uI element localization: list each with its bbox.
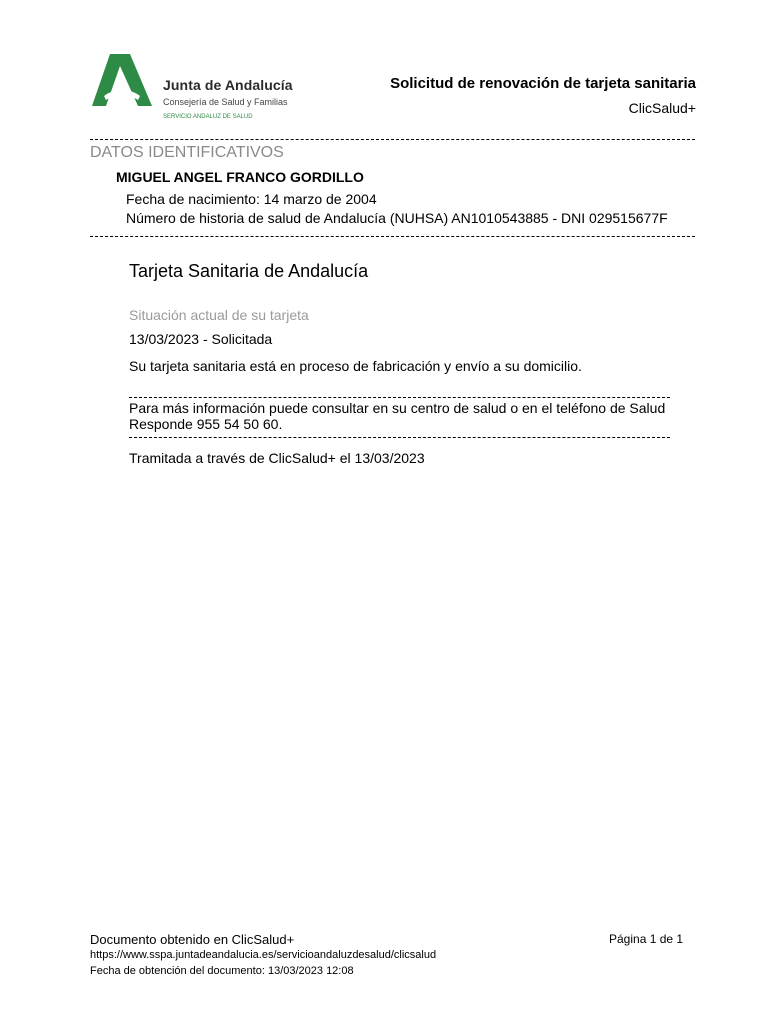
divider	[129, 437, 670, 438]
identification-heading: DATOS IDENTIFICATIVOS	[90, 144, 284, 161]
page-number: Página 1 de 1	[609, 932, 684, 946]
junta-andalucia-emblem-icon	[92, 52, 154, 108]
patient-name: MIGUEL ANGEL FRANCO GORDILLO	[116, 169, 364, 185]
status-label: Situación actual de su tarjeta	[129, 307, 309, 323]
divider	[90, 139, 695, 140]
logo-service: SERVICIO ANDALUZ DE SALUD	[163, 114, 253, 120]
status-description: Su tarjeta sanitaria está en proceso de fabricación y envío a su domicilio.	[129, 358, 582, 374]
status-value: 13/03/2023 - Solicitada	[129, 331, 273, 347]
junta-andalucia-logo	[92, 52, 302, 124]
info-text: Para más información puede consultar en su centro de salud o en el teléfono de Salud Responde 955 54 50 60.	[129, 400, 666, 432]
footer-url: https://www.sspa.juntadeandalucia.es/servicioandaluzdesalud/clicsalud	[90, 949, 437, 961]
card-title: Tarjeta Sanitaria de Andalucía	[129, 261, 369, 281]
document-title: Solicitud de renovación de tarjeta sanitaria	[390, 75, 696, 92]
document-subtitle: ClicSalud+	[628, 100, 696, 116]
logo-department: Consejería de Salud y Familias	[163, 97, 288, 107]
nuhsa-dni: Número de historia de salud de Andalucía (NUHSA) AN1010543885 - DNI 029515677F	[126, 210, 668, 226]
footer-obtained: Documento obtenido en ClicSalud+	[90, 932, 295, 947]
divider	[90, 236, 695, 237]
logo-name: Junta de Andalucía	[163, 77, 293, 93]
processed-date: Tramitada a través de ClicSalud+ el 13/03/2023	[129, 450, 425, 466]
footer-obtained-date: Fecha de obtención del documento: 13/03/2023 12:08	[90, 965, 354, 977]
birth-date: Fecha de nacimiento: 14 marzo de 2004	[126, 191, 377, 207]
divider	[129, 397, 670, 398]
